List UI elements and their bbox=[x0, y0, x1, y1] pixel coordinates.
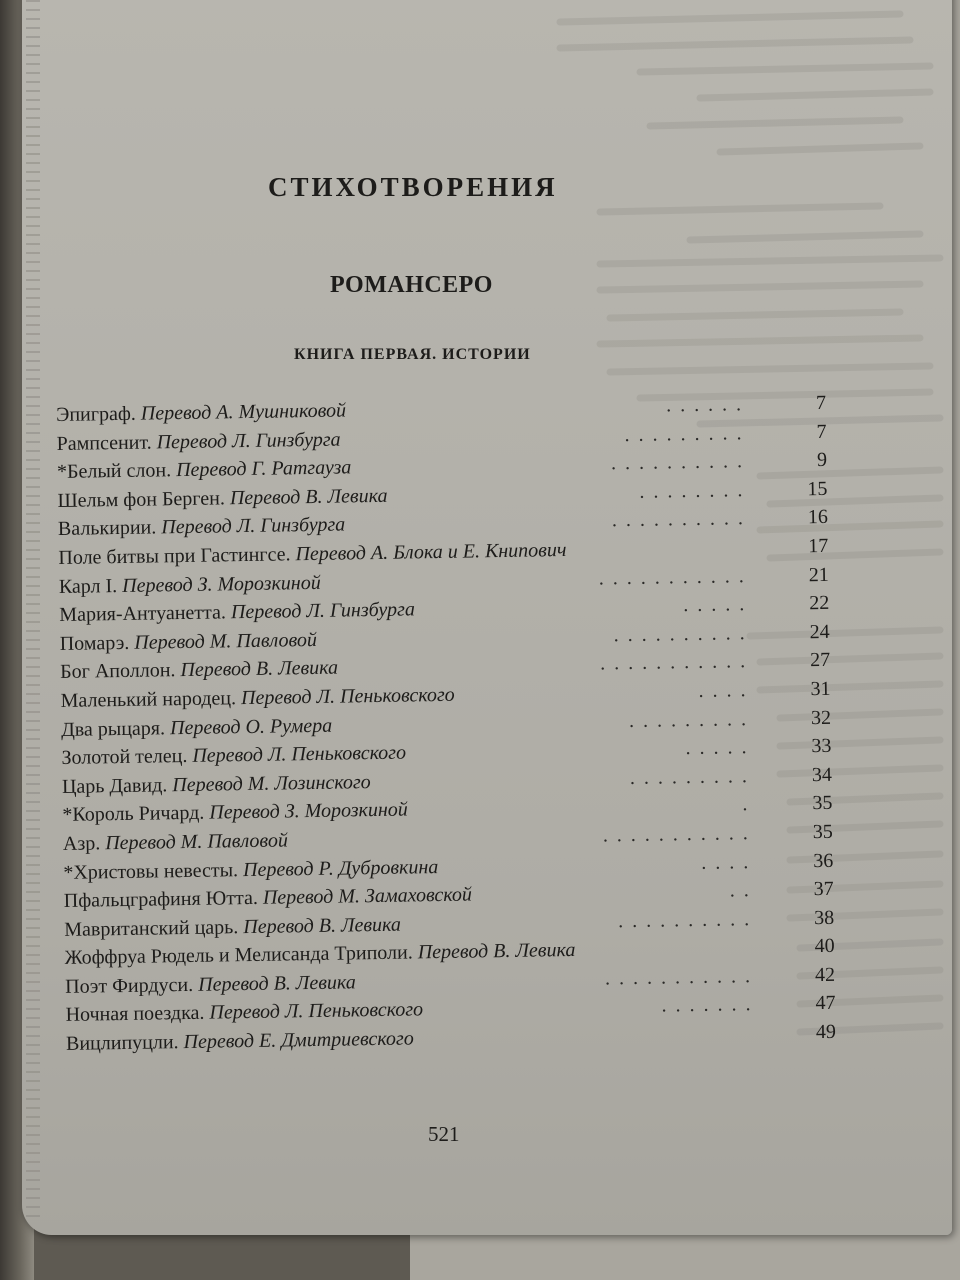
toc-entry-translator: Перевод М. Павловой bbox=[134, 628, 318, 654]
toc-entry-translator: Перевод Е. Дмитриевского bbox=[183, 1027, 414, 1054]
toc-entry-leader: ........... bbox=[598, 564, 753, 590]
toc-entry-leader: .......... bbox=[611, 507, 753, 532]
toc-entry-translator: Перевод А. Блока и Е. Книпович bbox=[295, 538, 567, 566]
toc-entry-mark: * bbox=[62, 804, 73, 827]
toc-entry-leader: .. bbox=[729, 879, 758, 902]
toc-entry-translator: Перевод Г. Ратгауза bbox=[175, 456, 352, 482]
toc-entry-page: 32 bbox=[810, 706, 832, 729]
toc-entry-title: Мавританский царь. bbox=[64, 915, 239, 941]
toc-entry-page: 42 bbox=[814, 963, 836, 987]
toc-entry-title: Пфальцграфиня Ютта. bbox=[63, 886, 259, 913]
toc-entry-leader: .... bbox=[701, 850, 758, 874]
toc-entry-title: Мария-Антуанетта. bbox=[59, 601, 227, 627]
toc-entry-page: 24 bbox=[809, 620, 830, 643]
toc-entry-page: 35 bbox=[812, 792, 833, 815]
toc-entry-text bbox=[56, 399, 346, 427]
toc-entry-translator: Перевод Л. Гинзбурга bbox=[156, 428, 341, 454]
toc-entry-page: 49 bbox=[815, 1020, 837, 1044]
toc-entry-page: 40 bbox=[814, 935, 835, 958]
toc-entry-translator: Перевод Л. Гинзбурга bbox=[161, 513, 346, 539]
toc-entry-title: Валькирии. bbox=[57, 516, 157, 541]
toc-entry-translator: Перевод В. Левика bbox=[180, 656, 339, 682]
toc-entry-translator: Перевод Л. Пеньковского bbox=[192, 741, 407, 768]
toc-entry-title: Рампсенит. bbox=[56, 431, 152, 455]
toc-entry-translator: Перевод З. Морозкиной bbox=[209, 798, 409, 824]
toc-entry-text bbox=[62, 799, 408, 827]
toc-entry-text bbox=[63, 856, 438, 885]
toc-entry-title: Золотой телец. bbox=[61, 745, 188, 770]
toc-entry-title: Бог Аполлон. bbox=[60, 659, 176, 684]
toc-entry-leader: ........... bbox=[599, 650, 755, 675]
toc-entry-title: Король Ричард. bbox=[72, 802, 205, 827]
toc-entry-text bbox=[61, 714, 332, 741]
toc-entry-page: 38 bbox=[813, 906, 835, 929]
toc-entry-title: Шельм фон Берген. bbox=[57, 487, 226, 512]
toc-entry-title: Белый слон. bbox=[66, 459, 172, 484]
binding-stitches bbox=[26, 0, 40, 1220]
toc-entry-page: 22 bbox=[809, 592, 830, 615]
toc-entry-text bbox=[65, 999, 423, 1028]
toc-entry-leader: .......... bbox=[618, 907, 759, 932]
toc-entry-page: 7 bbox=[816, 420, 827, 443]
table-of-contents bbox=[56, 392, 836, 1062]
toc-entry-translator: Перевод М. Замаховской bbox=[262, 883, 473, 909]
toc-entry-page: 21 bbox=[808, 563, 829, 586]
toc-entry-translator: Перевод Р. Дубровкина bbox=[242, 855, 439, 881]
toc-entry-translator: Перевод Л. Пеньковского bbox=[240, 683, 455, 710]
toc-entry-leader: ........ bbox=[639, 478, 752, 503]
toc-entry-translator: Перевод В. Левика bbox=[229, 484, 388, 510]
toc-entry-translator: Перевод В. Левика bbox=[243, 913, 402, 938]
toc-entry-leader: .... bbox=[698, 679, 755, 702]
toc-entry-page: 17 bbox=[808, 534, 829, 558]
toc-entry-text bbox=[57, 485, 387, 513]
toc-entry-translator: Перевод А. Мушниковой bbox=[140, 399, 347, 425]
toc-entry-title: Вицлипуцли. bbox=[65, 1031, 179, 1055]
toc-entry-text bbox=[60, 684, 454, 713]
toc-entry-page: 31 bbox=[810, 677, 831, 701]
toc-entry-title: Помарэ. bbox=[59, 631, 130, 655]
toc-entry-leader: . bbox=[742, 793, 757, 816]
page-number: 521 bbox=[428, 1122, 460, 1146]
toc-entry-page: 33 bbox=[811, 734, 832, 758]
toc-entry-text bbox=[60, 629, 318, 656]
toc-entry-text bbox=[59, 571, 321, 598]
toc-entry-leader: ........... bbox=[604, 964, 760, 990]
toc-entry-leader: ..... bbox=[683, 593, 754, 617]
toc-entry-title: Поле битвы при Гастингсе. bbox=[58, 543, 291, 569]
toc-entry-text bbox=[56, 428, 340, 455]
toc-entry-translator: Перевод В. Левика bbox=[417, 939, 576, 964]
toc-entry-title: Поэт Фирдуси. bbox=[64, 973, 194, 998]
toc-entry-text bbox=[64, 913, 401, 941]
toc-entry-leader: ...... bbox=[665, 393, 751, 417]
toc-entry-title: Царь Давид. bbox=[61, 774, 168, 798]
toc-entry-page: 34 bbox=[811, 763, 833, 786]
toc-entry-page: 36 bbox=[813, 849, 834, 872]
toc-entry-translator: Перевод М. Лозинского bbox=[172, 770, 371, 796]
toc-entry-translator: Перевод З. Морозкиной bbox=[122, 571, 321, 597]
toc-entry-title: Эпиграф. bbox=[56, 402, 136, 426]
page-title: СТИХОТВОРЕНИЯ bbox=[268, 172, 558, 202]
toc-entry-page: 16 bbox=[807, 506, 829, 529]
toc-entry-text bbox=[59, 599, 415, 628]
toc-entry-title: Азр. bbox=[62, 832, 101, 855]
toc-entry-title: Христовы невесты. bbox=[73, 858, 239, 884]
collection-title: РОМАНСЕРО bbox=[330, 272, 493, 298]
toc-entry-text bbox=[66, 1028, 414, 1056]
toc-entry-text bbox=[60, 657, 338, 684]
toc-entry-translator: Перевод Л. Гинзбурга bbox=[230, 598, 416, 624]
toc-entry-title: Жоффруа Рюдель и Мелисанда Триполи. bbox=[64, 941, 413, 970]
toc-entry-text bbox=[61, 742, 406, 770]
toc-entry-page: 15 bbox=[807, 477, 828, 500]
toc-entry-title: Маленький народец. bbox=[60, 687, 237, 712]
toc-entry-text bbox=[58, 514, 346, 542]
toc-entry-page: 37 bbox=[813, 877, 834, 901]
toc-entry-mark: * bbox=[63, 861, 74, 884]
toc-entry-text bbox=[62, 771, 371, 799]
toc-entry-text bbox=[63, 829, 288, 856]
toc-entry-leader: .......... bbox=[610, 450, 752, 475]
toc-entry-leader: .......... bbox=[613, 621, 754, 647]
toc-entry-page: 47 bbox=[815, 992, 836, 1015]
toc-entry-translator: Перевод В. Левика bbox=[197, 971, 356, 996]
toc-entry-leader: ......... bbox=[624, 421, 751, 446]
toc-entry-mark: * bbox=[56, 461, 68, 484]
toc-entry-translator: Перевод О. Румера bbox=[169, 714, 333, 739]
toc-entry-text bbox=[57, 457, 352, 485]
toc-entry-title: Два рыцаря. bbox=[60, 716, 166, 741]
section-title: КНИГА ПЕРВАЯ. ИСТОРИИ bbox=[294, 346, 531, 363]
toc-entry-title: Ночная поездка. bbox=[65, 1002, 205, 1027]
toc-entry-title: Карл I. bbox=[58, 574, 118, 598]
toc-entry-page: 27 bbox=[809, 649, 831, 672]
toc-entry-leader: ....... bbox=[661, 993, 760, 1018]
toc-entry-leader: ......... bbox=[629, 764, 757, 789]
toc-entry-page: 7 bbox=[815, 391, 827, 415]
toc-entry-leader: ..... bbox=[685, 736, 756, 760]
toc-entry-text bbox=[65, 971, 356, 999]
toc-entry-translator: Перевод Л. Пеньковского bbox=[209, 998, 424, 1025]
toc-entry-translator: Перевод М. Павловой bbox=[105, 829, 289, 855]
toc-entry-page: 9 bbox=[816, 449, 828, 472]
toc-entry-leader: ........... bbox=[602, 821, 757, 847]
toc-entry-leader: ......... bbox=[628, 707, 756, 732]
toc-entry-page: 35 bbox=[812, 820, 833, 844]
